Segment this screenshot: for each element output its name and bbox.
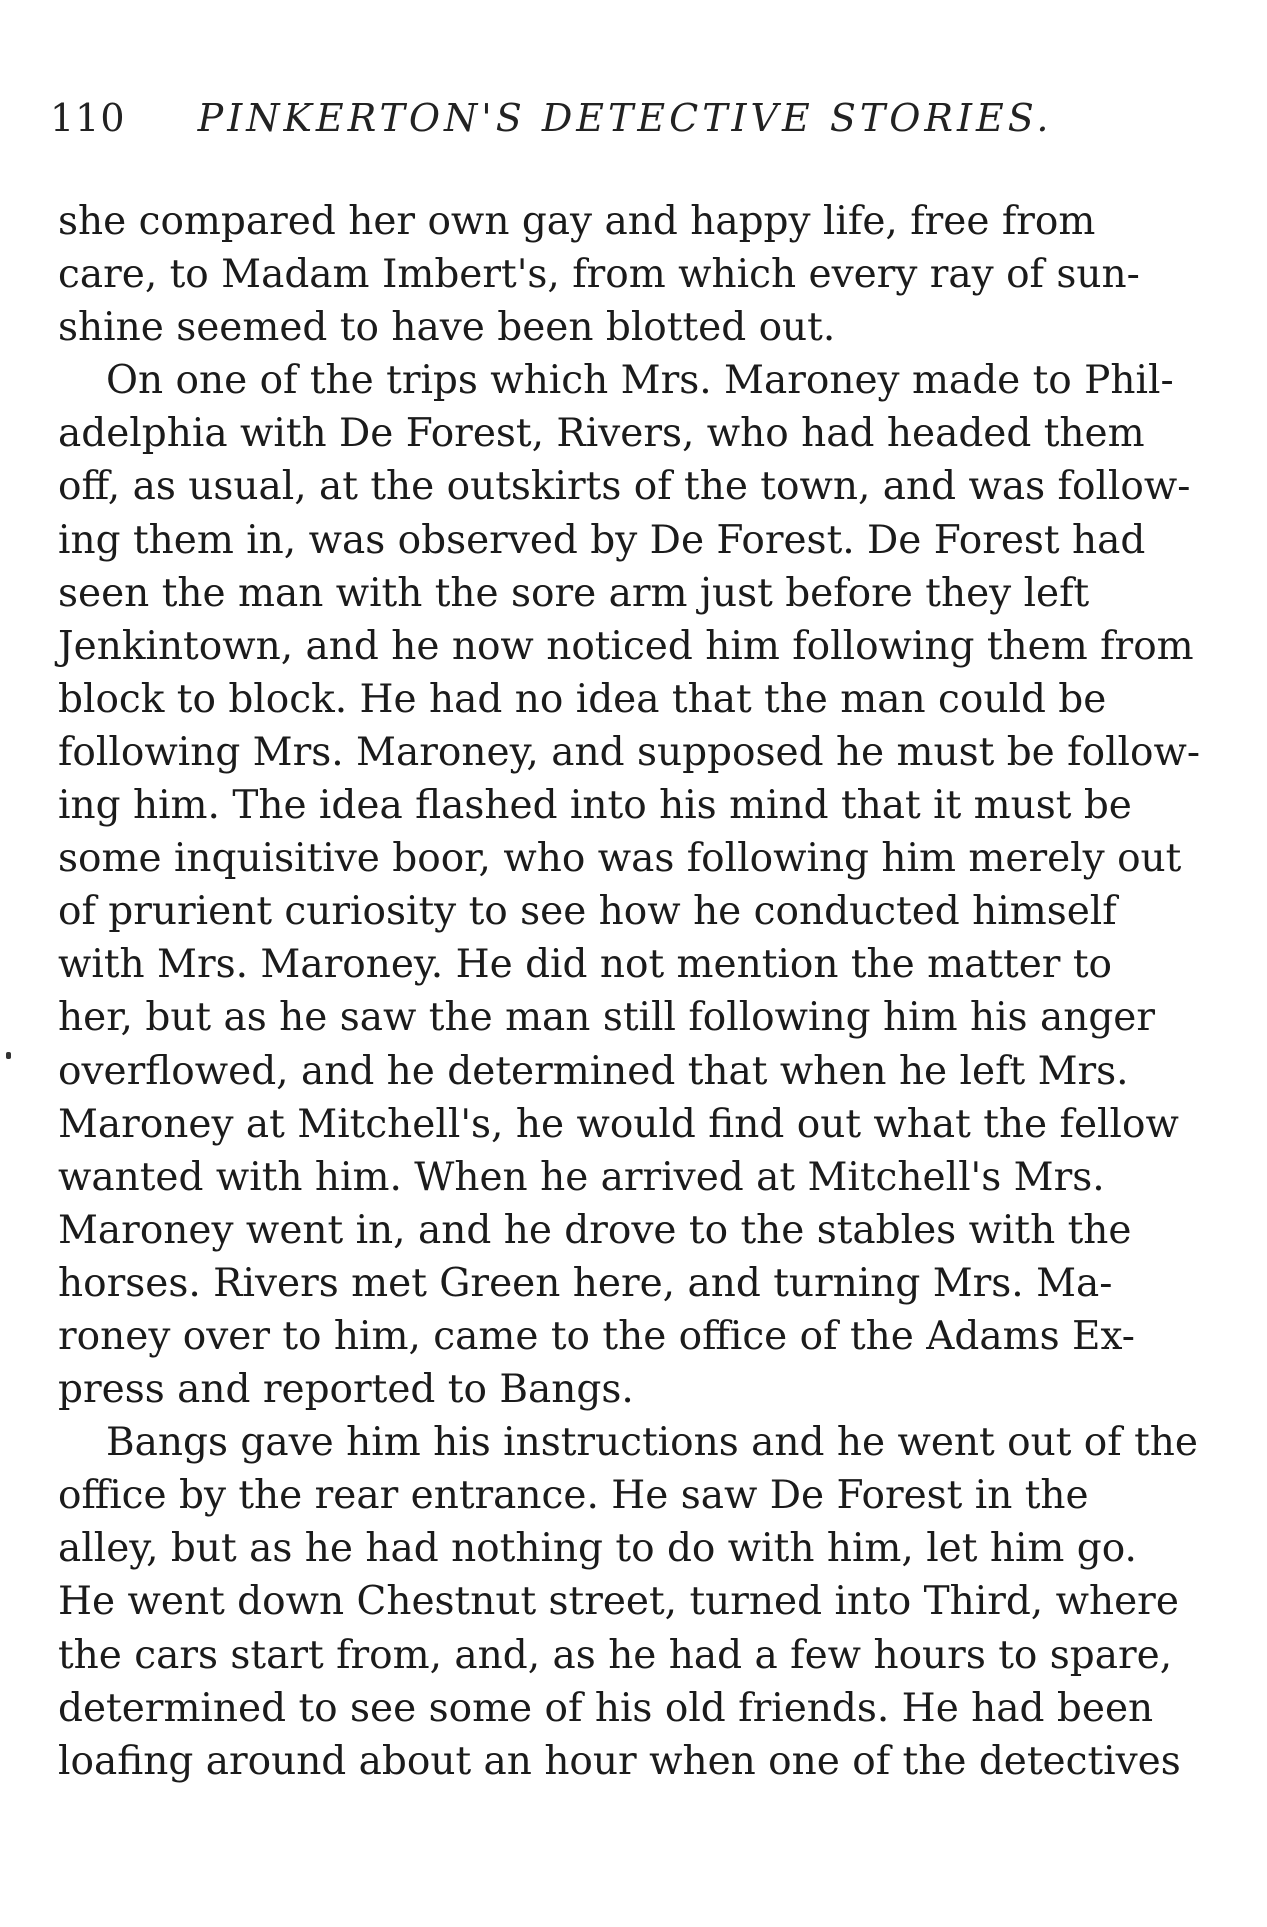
text-line: seen the man with the sore arm just before they left bbox=[58, 570, 1090, 616]
text-line: roney over to him, came to the office of the Adams Ex- bbox=[58, 1313, 1135, 1359]
text-line: her, but as he saw the man still following him his anger bbox=[58, 995, 1156, 1041]
text-line: press and reported to Bangs. bbox=[58, 1367, 634, 1413]
text-line: alley, but as he had nothing to do with him, let him go. bbox=[58, 1526, 1137, 1572]
text-line: block to block. He had no idea that the man could be bbox=[58, 676, 1107, 722]
text-line: shine seemed to have been blotted out. bbox=[58, 305, 836, 351]
text-line: determined to see some of his old friends. He had been bbox=[58, 1685, 1154, 1731]
text-line: some inquisitive boor, who was following him merely out bbox=[58, 836, 1182, 882]
paragraph bbox=[58, 1416, 1198, 1788]
text-line: horses. Rivers met Green here, and turning Mrs. Ma- bbox=[58, 1260, 1113, 1306]
text-line: with Mrs. Maroney. He did not mention the matter to bbox=[58, 942, 1112, 988]
paragraph bbox=[58, 354, 1201, 1416]
text-line: following Mrs. Maroney, and supposed he must be follow- bbox=[58, 729, 1201, 775]
text-line: office by the rear entrance. He saw De Forest in the bbox=[58, 1473, 1089, 1519]
running-head bbox=[50, 96, 1090, 140]
paragraph bbox=[58, 195, 1140, 354]
text-line: the cars start from, and, as he had a few hours to spare, bbox=[58, 1632, 1173, 1678]
text-line: care, to Madam Imbert's, from which every ray of sun- bbox=[58, 252, 1140, 298]
text-line: loafing around about an hour when one of the detectives bbox=[58, 1738, 1181, 1784]
text-line: overflowed, and he determined that when he left Mrs. bbox=[58, 1048, 1129, 1094]
text-line: of prurient curiosity to see how he conducted himself bbox=[58, 889, 1117, 935]
text-line: Bangs gave him his instructions and he went out of the bbox=[106, 1420, 1198, 1466]
text-line: Jenkintown, and he now noticed him following them from bbox=[58, 623, 1194, 669]
text-line: wanted with him. When he arrived at Mitchell's Mrs. bbox=[58, 1154, 1105, 1200]
text-line: off, as usual, at the outskirts of the town, and was follow- bbox=[58, 464, 1191, 510]
text-line: she compared her own gay and happy life, free from bbox=[58, 199, 1096, 244]
text-line: ing them in, was observed by De Forest. De Forest had bbox=[58, 517, 1146, 563]
text-line: He went down Chestnut street, turned into Third, where bbox=[58, 1579, 1179, 1625]
page-number: 110 bbox=[50, 96, 126, 140]
text-line: Maroney went in, and he drove to the stables with the bbox=[58, 1207, 1132, 1253]
text-line: Maroney at Mitchell's, he would find out what the fellow bbox=[58, 1101, 1179, 1147]
body-text bbox=[58, 195, 1201, 1788]
text-line: ing him. The idea flashed into his mind that it must be bbox=[58, 783, 1132, 829]
text-line: On one of the trips which Mrs. Maroney made to Phil- bbox=[106, 358, 1174, 404]
text-line: adelphia with De Forest, Rivers, who had headed them bbox=[58, 411, 1145, 457]
ink-speck bbox=[6, 1052, 11, 1059]
book-title: PINKERTON'S DETECTIVE STORIES. bbox=[197, 96, 1053, 140]
